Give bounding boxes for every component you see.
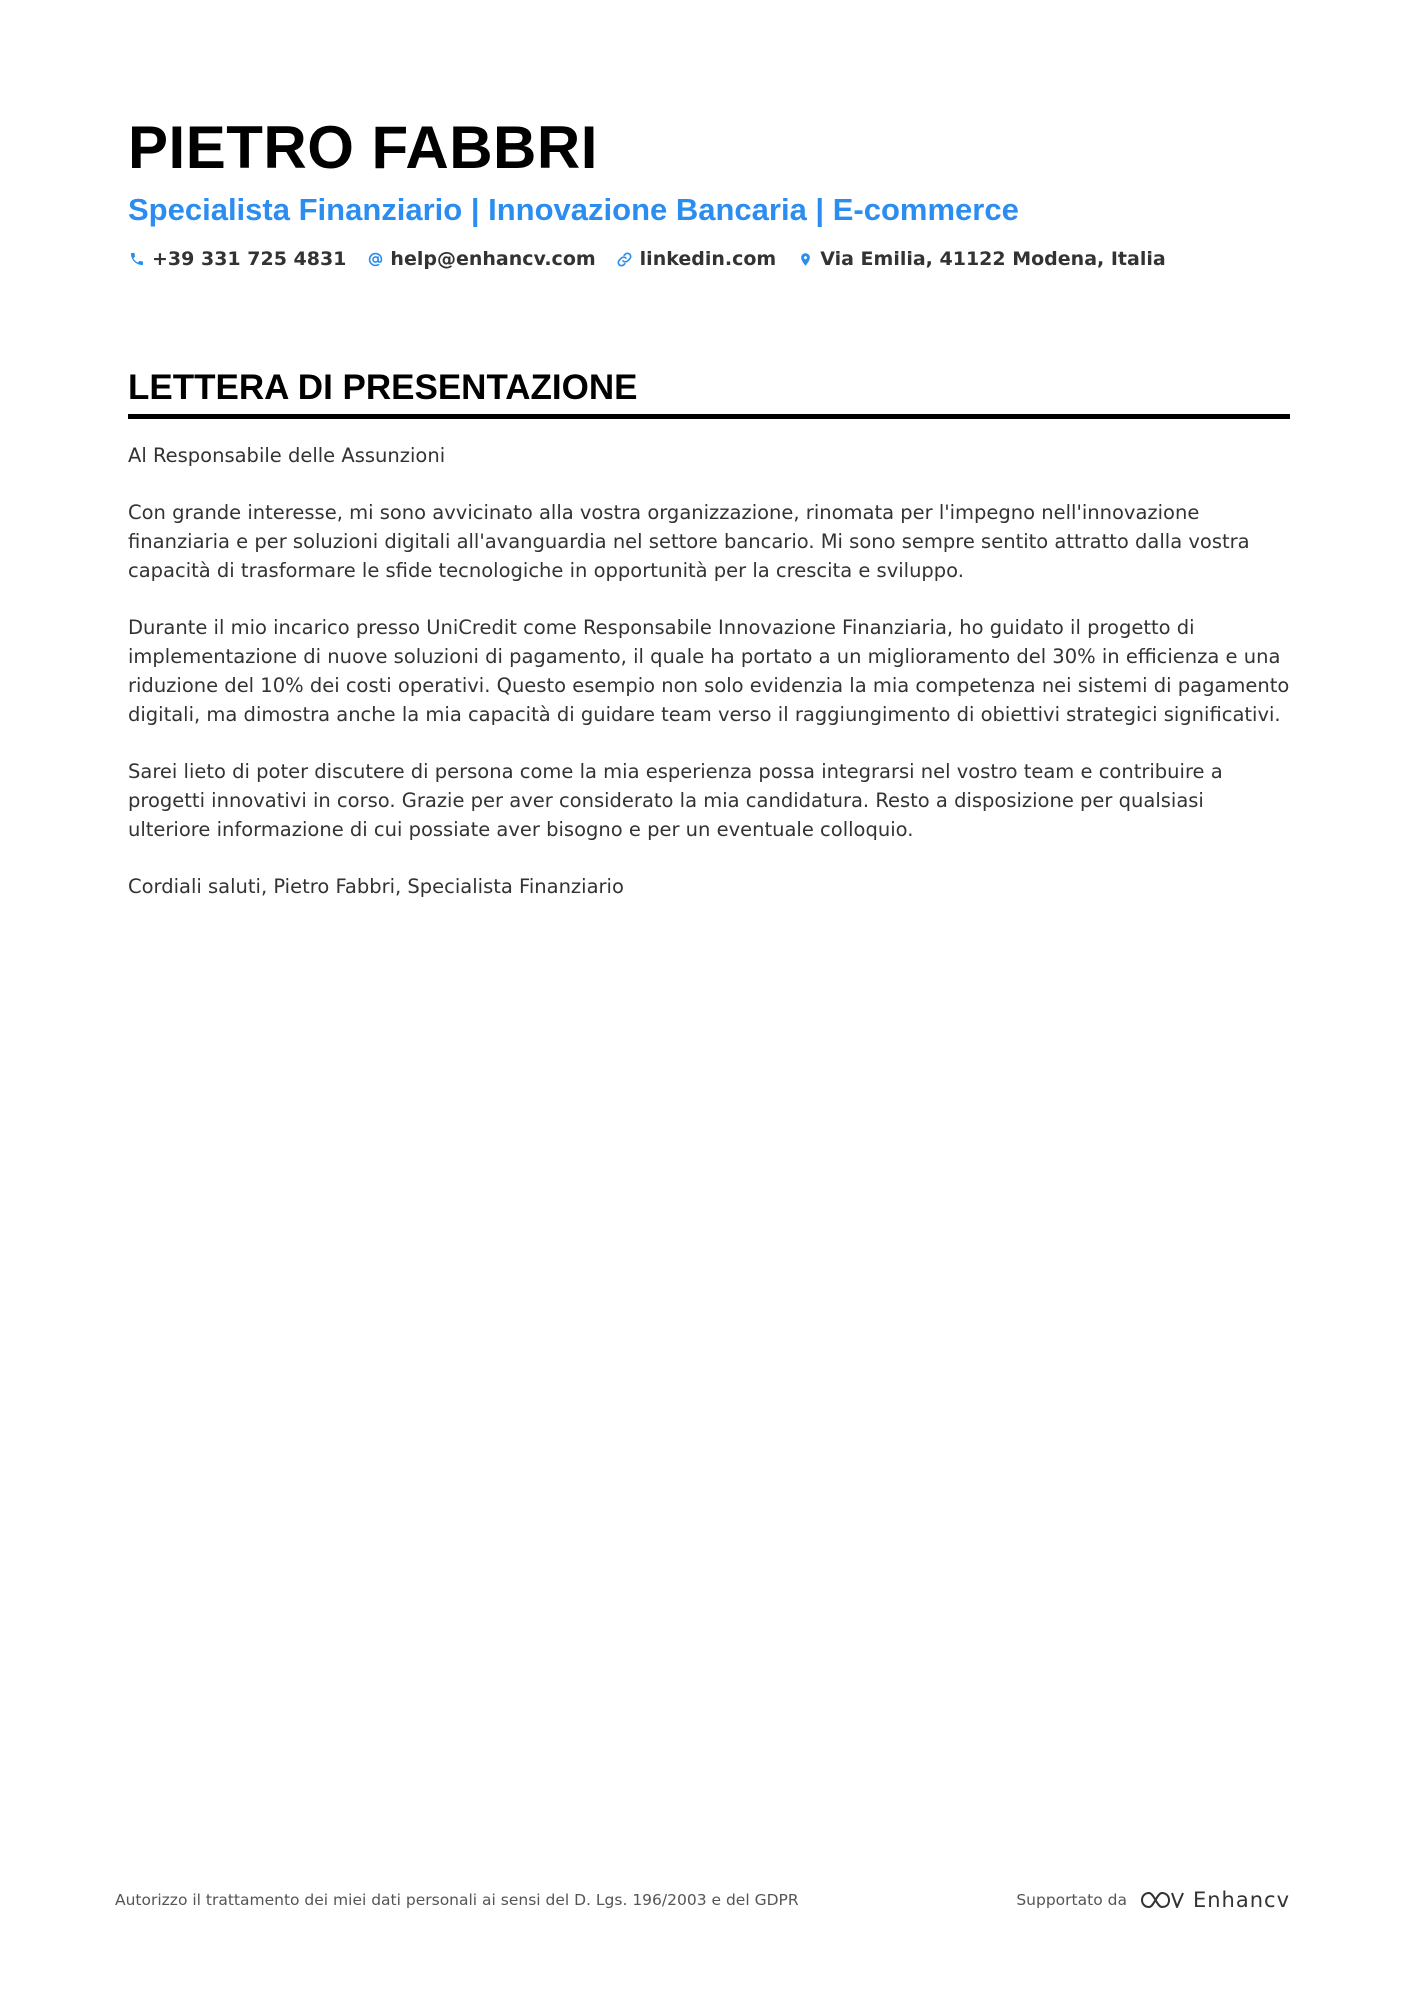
contact-address — [796, 248, 1165, 270]
candidate-headline: Specialista Finanziario | Innovazione Bancaria | E-commerce — [128, 192, 1019, 227]
phone-number: +39 331 725 4831 — [152, 248, 347, 270]
page-footer — [115, 1888, 1290, 1912]
letter-paragraph: Durante il mio incarico presso UniCredit come Responsabile Innovazione Finanziaria, ho guidato il progetto di implementazione di nuove soluzioni di pagamento, il quale ha portato a un miglioramento del 30% in efficienza e una riduzione del 10% dei costi operativi. Questo esempio non solo evidenzia la mia competenza nei sistemi di pagamento digitali, ma dimostra anche la mia capacità di guidare team verso il raggiungimento di obiettivi strategici significativi. — [128, 616, 1290, 726]
letter-paragraph: Con grande interesse, mi sono avvicinato alla vostra organizzazione, rinomata per l'impegno nell'innovazione finanziaria e per soluzioni digitali all'avanguardia nel settore bancario. Mi sono sempre sentito attratto dalla vostra capacità di trasformare le sfide tecnologiche in opportunità per la crescita e sviluppo. — [128, 501, 1250, 582]
privacy-notice: Autorizzo il trattamento dei miei dati personali ai sensi del D. Lgs. 196/2003 e del GDPR — [115, 1891, 799, 1909]
letter-body — [128, 441, 1290, 901]
letter-closing: Cordiali saluti, Pietro Fabbri, Specialista Finanziario — [128, 875, 624, 898]
website-link[interactable]: linkedin.com — [639, 248, 777, 270]
section-title: LETTERA DI PRESENTAZIONE — [128, 366, 1290, 419]
contact-info — [128, 248, 1290, 270]
letter-salutation: Al Responsabile delle Assunzioni — [128, 444, 446, 467]
contact-website[interactable] — [616, 248, 777, 270]
letter-paragraph: Sarei lieto di poter discutere di persona come la mia esperienza possa integrarsi nel vostro team e contribuire a progetti innovativi in corso. Grazie per aver considerato la mia candidatura. Resto a disposizione per qualsiasi ulteriore informazione di cui possiate aver bisogno e per un eventuale colloquio. — [128, 760, 1223, 841]
link-icon — [616, 250, 634, 268]
brand-name: Enhancv — [1192, 1888, 1290, 1912]
brand-attribution[interactable] — [1016, 1888, 1290, 1912]
contact-phone — [128, 248, 346, 270]
location-pin-icon — [796, 250, 814, 268]
cover-letter-section — [128, 366, 1290, 929]
enhancv-logo-icon — [1139, 1888, 1185, 1912]
brand-logo[interactable] — [1139, 1888, 1290, 1912]
contact-email[interactable] — [366, 248, 595, 270]
resume-header — [128, 112, 1290, 270]
email-address[interactable]: help@enhancv.com — [390, 248, 596, 270]
candidate-name: PIETRO FABBRI — [128, 114, 598, 181]
supported-by-label: Supportato da — [1016, 1891, 1127, 1909]
phone-icon — [128, 250, 146, 268]
address-text: Via Emilia, 41122 Modena, Italia — [820, 248, 1166, 270]
at-icon — [366, 250, 384, 268]
